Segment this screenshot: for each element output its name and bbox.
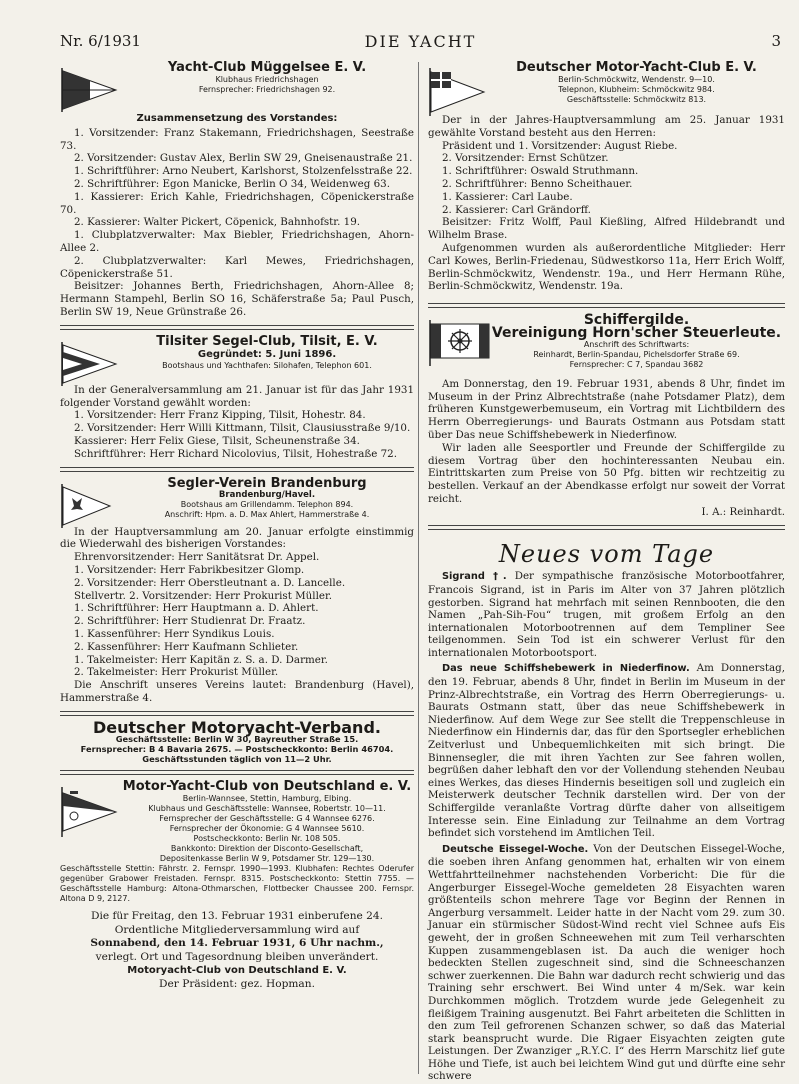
board-line: Kassierer: Herr Felix Giese, Tilsit, Scheunenstraße 34. bbox=[74, 434, 360, 447]
board-line: 2. Vorsitzender: Herr Willi Kittmann, Tilsit, Clausiusstraße 9/10. bbox=[74, 422, 411, 435]
intro-text: In der Hauptversammlung am 20. Januar erfolgte einstimmig die Wiederwahl des bisherigen Vorstandes: bbox=[60, 525, 414, 551]
pennant-muggelsee-icon bbox=[60, 68, 118, 112]
left-column bbox=[60, 62, 414, 991]
club-city: Brandenburg/Havel. bbox=[218, 490, 316, 501]
notice-signature: Der Präsident: gez. Hopman. bbox=[159, 977, 315, 990]
intro-text: Der in der Jahres-Hauptversammlung am 25. Januar 1931 gewählte Vorstand besteht aus den Herren: bbox=[428, 114, 785, 139]
club-phone: Telepnon, Klubheim: Schmöckwitz 984. bbox=[558, 84, 715, 94]
lecture-announcement: Am Donnerstag, den 19. Februar 1931, abends 8 Uhr, findet im Museum in der Prinz Albrechtstraße (nahe Potsdamer Platz), dem früheren Kunstgewerbemuseum, ein Vortrag mit Lichtbildern des Herrn Oberregierungs- und Baurats Ostmann aus Potsdam statt über Das neue Schiffshebewerk in Niederfinow. bbox=[428, 377, 785, 441]
club-info: Berlin-Wannsee, Stettin, Hamburg, Elbing. bbox=[182, 794, 352, 804]
page-number: 3 bbox=[771, 32, 781, 50]
news-text: Von der Deutschen Eissegel-Woche, die soeben ihren Anfang genommen hat, erhalten wir von einem Wettfahrtteilnehmer nachstehenden Vorbericht: Die für die Angerburger Eissegel-Woche gemeldeten 28 Eisyachten waren größtenteils schon mehrere Tage vor Beginn der Rennen in Angerburg versammelt. Leider hatte in der Nacht vom 29. zum 30. Januar ein stürmischer Südost-Wind recht viel Schnee aufs Eis geweht, der in großen Schneewehen mit zum Teil verharschten Kuppen zusammengeblasen ist. Da auch die weniger hoch bedeckten Stellen zugeschneit sind, sind die Schneeschanzen schwer zuerkennen. Die Bahn war dadurch recht schwierig und das Training sehr erschwert. Bei Wind unter 4 m/Sek. war kein Durchkommen möglich. Trotzdem wurde jede Gelegenheit zu fleißigem Training ausgenutzt. Bei Fahrt arbeiteten die Schlitten in den zum Teil gefrorenen Schanzen schwer, so daß das Material stark beansprucht wurde. Die Rigaer Eisyachten zeigten gute Leistungen. Der Zwanziger „R.Y.C. I“ des Herrn Marschitz lief gute Höhe und Tiefe, ist auch bei leichtem Wind gut und dürfte eine sehr schwere bbox=[428, 842, 786, 1083]
pennant-dmyc-icon bbox=[428, 68, 486, 116]
board-heading: Zusammensetzung des Vorstandes: bbox=[136, 113, 338, 124]
section-rule bbox=[60, 770, 414, 775]
news-item bbox=[428, 570, 785, 659]
notice-line: Die für Freitag, den 13. Februar 1931 einberufene 24. Ordentliche Mitgliederversammlung wird auf bbox=[90, 910, 383, 936]
club-info: Fernsprecher der Geschäftsstelle: G 4 Wannsee 6276. bbox=[159, 814, 375, 824]
intro-text: In der Generalversammlung am 21. Januar ist für das Jahr 1931 folgender Vorstand gewählt worden: bbox=[60, 383, 414, 409]
section-dmyc bbox=[428, 62, 785, 293]
guild-title: Schiffergilde. bbox=[583, 312, 690, 329]
board-line: 2. Kassierer: Walter Pickert, Cöpenick, Bahnhofstr. 19. bbox=[74, 216, 361, 229]
guild-phone: Fernsprecher: C 7, Spandau 3682 bbox=[569, 359, 704, 369]
section-rule bbox=[428, 525, 785, 530]
news-lead: Das neue Schiffshebewerk in Niederfinow. bbox=[442, 663, 690, 675]
section-muggelsee bbox=[60, 62, 414, 319]
guild-subtitle: Vereinigung Horn'scher Steuerleute. bbox=[491, 324, 782, 341]
lecture-invitation: Wir laden alle Seesportler und Freunde der Schiffergilde zu diesem Vortrag über den hochinteressanten Neubau ein. Eintrittskarten zum Preise von 50 Pfg. bitten wir rechtzeitig zu bestellen. Verkauf an der Abendkasse erfolgt nur soweit der Vorrat reicht. bbox=[428, 441, 785, 505]
club-title: Segler-Verein Brandenburg bbox=[167, 475, 367, 491]
guild-contact-label: Anschrift des Schriftwarts: bbox=[583, 339, 690, 349]
board-line: 2. Takelmeister: Herr Prokurist Müller. bbox=[74, 666, 279, 679]
board-line: 1. Kassierer: Erich Kahle, Friedrichshagen, Cöpenickerstraße 70. bbox=[60, 190, 414, 216]
news-item bbox=[428, 662, 785, 839]
section-rule bbox=[60, 325, 414, 330]
board-line: Beisitzer: Johannes Berth, Friedrichshagen, Ahorn-Allee 8; Hermann Stampehl, Berlin SO 16, Schäferstraße 5a; Paul Pusch, Berlin SW 19, Neue Grünstraße 26. bbox=[60, 280, 414, 318]
club-address: Bootshaus und Yachthafen: Silohafen, Telephon 601. bbox=[162, 360, 372, 370]
club-address: Anschrift: Hpm. a. D. Max Ahlert, Hammerstraße 4. bbox=[164, 510, 370, 520]
board-line: 1. Schriftführer: Oswald Struthmann. bbox=[442, 165, 639, 178]
flag-schiffergilde-icon bbox=[428, 320, 492, 366]
club-phone: Fernsprecher: Friedrichshagen 92. bbox=[198, 84, 336, 94]
club-title: Tilsiter Segel-Club, Tilsit, E. V. bbox=[156, 333, 378, 349]
club-office: Geschäftsstelle: Schmöckwitz 813. bbox=[566, 94, 707, 104]
column-divider bbox=[418, 62, 419, 1074]
news-heading: Neues vom Tage bbox=[498, 539, 715, 568]
board-line: Beisitzer: Fritz Wolff, Paul Kießling, Alfred Hildebrandt und Wilhelm Brase. bbox=[428, 216, 785, 242]
club-subtitle: Klubhaus Friedrichshagen bbox=[215, 74, 319, 84]
section-tilsit bbox=[60, 333, 414, 461]
news-text: Am Donnerstag, den 19. Februar, abends 8 Uhr, findet in Berlin im Museum in der Prinz-Albrechtstraße, ein Vortrag des Herrn Oberregierungs- u. Baurats Ostmann statt, über das neue Schiffshebewerk in Niederfinow. Auf dem Wege zur See stellt die Treppenschleuse in Niederfinow ein Hindernis dar, das für den Sportsegler erheblichen Zeitverlust und Unbequemlichkeiten mit sich bringt. Die Binnensegler, die mit ihren Yachten zur See fahren wollen, begrüßen daher lebhaft den vor der Vollendung stehenden Neubau eines Werkes, das dieses Hindernis beseitigen soll und zugleich ein Meisterwerk deutscher Technik darstellen wird. Der von der Schiffergilde veranlaßte Vortrag dürfte daher von allseitigem Interesse sein. Eine Einladung zur Teilnahme an dem Vortrag befindet sich vorstehend im Amtlichen Teil. bbox=[428, 662, 785, 840]
section-dmyv bbox=[60, 717, 414, 765]
club-info: Depositenkasse Berlin W 9, Potsdamer Str. 129—130. bbox=[159, 854, 375, 864]
board-line: 1. Clubplatzverwalter: Max Biebler, Friedrichshagen, Ahorn-Allee 2. bbox=[60, 229, 414, 254]
board-line: 1. Kassenführer: Herr Syndikus Louis. bbox=[74, 627, 275, 640]
magazine-title: DIE YACHT bbox=[364, 32, 477, 51]
notice-date: Sonnabend, den 14. Februar 1931, 6 Uhr nachm., bbox=[90, 937, 384, 950]
club-info: Bankkonto: Direktion der Disconto-Gesellschaft, bbox=[170, 844, 364, 854]
board-line: Schriftführer: Herr Richard Nicolovius, Tilsit, Hohestraße 72. bbox=[74, 447, 397, 460]
section-rule bbox=[60, 467, 414, 472]
section-rule bbox=[60, 711, 414, 716]
board-line: 2. Kassierer: Carl Grändorff. bbox=[442, 203, 591, 216]
board-line: 1. Schriftführer: Herr Hauptmann a. D. Ahlert. bbox=[74, 602, 319, 615]
club-address: Berlin-Schmöckwitz, Wendenstr. 9—10. bbox=[558, 74, 715, 84]
association-line: Geschäftsstelle: Berlin W 30, Bayreuther Straße 15. bbox=[115, 734, 359, 745]
outro-text: Die Anschrift unseres Vereins lautet: Brandenburg (Havel), Hammerstraße 4. bbox=[60, 679, 414, 704]
club-title: Yacht-Club Müggelsee E. V. bbox=[167, 60, 367, 75]
club-title: Motor-Yacht-Club von Deutschland e. V. bbox=[122, 779, 412, 795]
news-lead: Sigrand †. bbox=[442, 571, 507, 583]
notice-line: verlegt. Ort und Tagesordnung bleiben unverändert. bbox=[95, 950, 379, 963]
pennant-brandenburg-icon bbox=[60, 484, 118, 528]
board-line: Ehrenvorsitzender: Herr Sanitätsrat Dr. Appel. bbox=[74, 551, 320, 564]
right-column bbox=[428, 62, 785, 1083]
association-title: Deutscher Motoryacht-Verband. bbox=[93, 717, 381, 737]
board-line: 2. Vorsitzender: Ernst Schützer. bbox=[442, 152, 609, 165]
board-line: Präsident und 1. Vorsitzender: August Riebe. bbox=[442, 139, 678, 152]
club-founded: Gegründet: 5. Juni 1896. bbox=[197, 348, 337, 360]
notice-club: Motoryacht-Club von Deutschland E. V. bbox=[127, 965, 347, 977]
board-line: 1. Kassierer: Carl Laube. bbox=[442, 190, 573, 203]
meeting-notice bbox=[60, 910, 414, 991]
news-text: Der sympathische französische Motorbootfahrer, Francois Sigrand, ist in Paris im Alter von 37 Jahren plötzlich gestorben. Sigrand hat mehrfach mit seinen Rennbooten, die den Namen „Pah-Sih-Fou“ trugen, mit großem Erfolg an den internationalen Motorbootrennen auf dem Templiner See teilgenommen. Sein Tod ist ein schwerer Verlust für den internationalen Motorbootsport. bbox=[428, 570, 786, 659]
page-header bbox=[60, 32, 781, 52]
board-line: 2. Clubplatzverwalter: Karl Mewes, Friedrichshagen, Cöpenickerstraße 51. bbox=[60, 254, 414, 280]
board-line: 1. Vorsitzender: Herr Franz Kipping, Tilsit, Hohestr. 84. bbox=[74, 409, 366, 422]
board-line: 1. Schriftführer: Arno Neubert, Karlshorst, Stolzenfelsstraße 22. bbox=[74, 165, 413, 178]
section-rule bbox=[428, 303, 785, 308]
board-line: Stellvertr. 2. Vorsitzender: Herr Prokurist Müller. bbox=[74, 589, 333, 602]
section-schiffergilde bbox=[428, 314, 785, 518]
section-mycd bbox=[60, 781, 414, 991]
guild-address: Reinhardt, Berlin-Spandau, Pichelsdorfer Straße 69. bbox=[533, 349, 740, 359]
issue-number: Nr. 6/1931 bbox=[60, 32, 141, 50]
board-line: 2. Schriftführer: Egon Manicke, Berlin O 34, Weidenweg 63. bbox=[74, 177, 390, 190]
board-line: 2. Vorsitzender: Gustav Alex, Berlin SW 29, Gneisenaustraße 21. bbox=[74, 152, 413, 165]
pennant-tilsit-icon bbox=[60, 342, 118, 386]
board-line: 2. Kassenführer: Herr Kaufmann Schlieter. bbox=[74, 640, 299, 653]
club-info: Klubhaus und Geschäftsstelle: Wannsee, Robertstr. 10—11. bbox=[148, 804, 386, 814]
section-news bbox=[428, 539, 786, 1084]
club-info: Fernsprecher der Ökonomie: G 4 Wannsee 5610. bbox=[169, 824, 365, 834]
association-line: Fernsprecher: B 4 Bavaria 2675. — Postscheckkonto: Berlin 46704. bbox=[80, 744, 394, 755]
pennant-mycd-icon bbox=[60, 787, 118, 837]
club-info: Postscheckkonto: Berlin Nr. 108 505. bbox=[193, 834, 341, 844]
board-line: 1. Vorsitzender: Herr Fabrikbesitzer Glomp. bbox=[74, 563, 305, 576]
board-line: 1. Takelmeister: Herr Kapitän z. S. a. D. Darmer. bbox=[74, 653, 328, 666]
news-item bbox=[428, 843, 785, 1083]
news-lead: Deutsche Eissegel-Woche. bbox=[442, 843, 589, 855]
board-line: 2. Vorsitzender: Herr Oberstleutnant a. D. Lancelle. bbox=[74, 576, 346, 589]
club-branches: Geschäftsstelle Stettin: Fährstr. 2. Fernspr. 1990—1993. Klubhafen: Rechtes Oderufer gegenüber Grabower Freistaden. Fernspr. 8315. Postscheckkonto: Stettin 7755. — Geschäftsstelle Hamburg: Altona-Othmarschen, Flottbecker Chaussee 200. Fernspr. Altona D 9, 2127. bbox=[60, 864, 414, 904]
board-line: 1. Vorsitzender: Franz Stakemann, Friedrichshagen, Seestraße 73. bbox=[60, 126, 414, 152]
club-boathouse: Bootshaus am Grillendamm. Telephon 894. bbox=[180, 500, 354, 510]
guild-signature: I. A.: Reinhardt. bbox=[701, 505, 785, 518]
outro-text: Aufgenommen wurden als außerordentliche Mitglieder: Herr Carl Kowes, Berlin-Friedenau, Südwestkorso 11a, Herr Erich Wolff, Berlin-Schmöckwitz, Wendenstr. 19a., und Herr Hermann Rühe, Berlin-Schmöckwitz, Wendenstr. 19a. bbox=[428, 241, 785, 293]
section-brandenburg bbox=[60, 475, 414, 705]
board-line: 2. Schriftführer: Benno Scheithauer. bbox=[442, 177, 633, 190]
board-line: 2. Schriftführer: Herr Studienrat Dr. Fraatz. bbox=[74, 615, 306, 628]
association-line: Geschäftsstunden täglich von 11—2 Uhr. bbox=[142, 754, 332, 765]
club-title: Deutscher Motor-Yacht-Club E. V. bbox=[516, 60, 757, 75]
